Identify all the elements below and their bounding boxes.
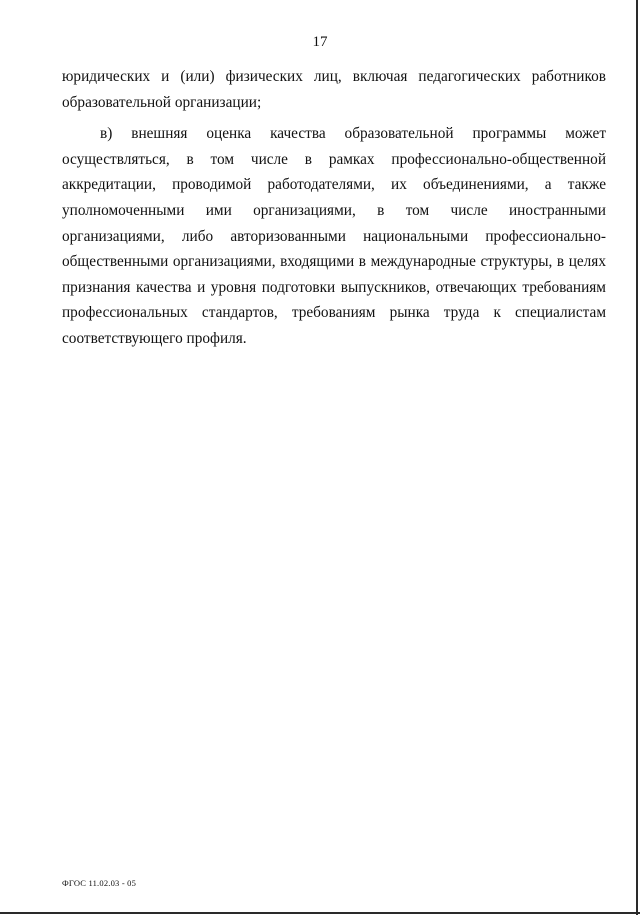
document-body: [62, 64, 606, 358]
paragraph-continuation: юридических и (или) физических лиц, включая педагогических работников образовательной организации;: [62, 68, 606, 111]
page-border-right: [636, 0, 638, 915]
paragraph-item-v: в) внешняя оценка качества образовательной программы может осуществляться, в том числе в рамках профессионально-общественной аккредитации, проводимой работодателями, их объединениями, а также уполномоченными ими организациями, в том числе иностранными организациями, либо авторизованными национальными профессионально-общественными организациями, входящими в международные структуры, в целях признания качества и уровня подготовки выпускников, отвечающих требованиям профессиональных стандартов, требованиям рынка труда к специалистам соответствующего профиля.: [62, 125, 606, 347]
page-number: 17: [312, 34, 328, 50]
page-border-bottom: [0, 912, 640, 914]
footer-document-code: ФГОС 11.02.03 - 05: [62, 878, 137, 888]
